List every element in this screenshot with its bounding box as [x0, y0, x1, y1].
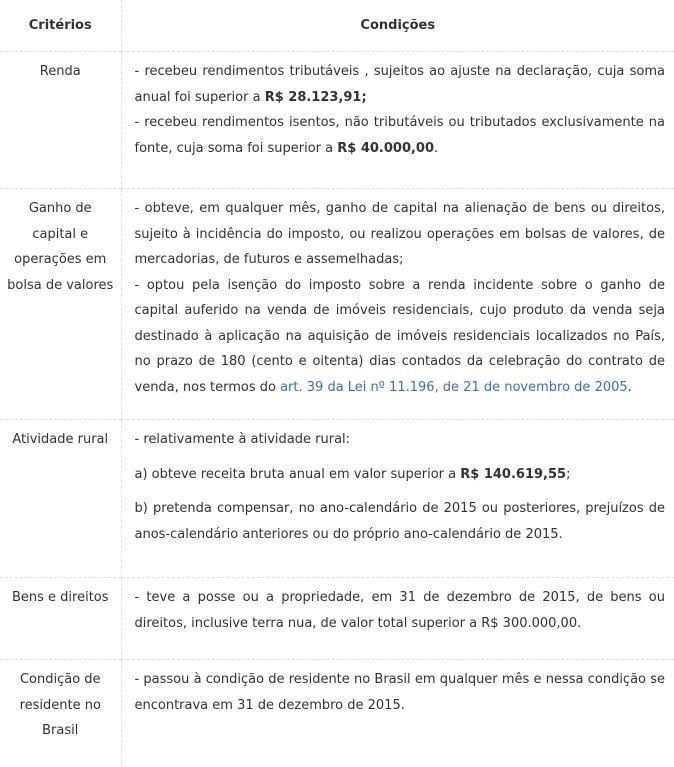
table-row-residente	[0, 660, 674, 767]
header-condicoes: Condições	[121, 0, 674, 52]
table-row-renda	[0, 52, 674, 189]
table-row-ganho-capital	[0, 189, 674, 420]
condition-line: - recebeu rendimentos tributáveis , sujeitos ao ajuste na declaração, cuja soma anual foi superior a R$ 28.123,91;	[135, 59, 666, 110]
condition-line: - obteve, em qualquer mês, ganho de capital na alienação de bens ou direitos, sujeito à incidência do imposto, ou realizou operações em bolsas de valores, de mercadorias, de futuros e assemelhadas;	[135, 196, 666, 273]
criterio-cell: Ganho de capital e operações em bolsa de valores	[0, 189, 121, 420]
condicao-cell	[121, 189, 674, 420]
criterio-cell: Atividade rural	[0, 420, 121, 578]
value-highlight: R$ 140.619,55	[460, 467, 566, 482]
table-row-atividade-rural	[0, 420, 674, 578]
header-criterios: Critérios	[0, 0, 121, 52]
criterio-cell: Bens e direitos	[0, 578, 121, 660]
value-highlight: R$ 28.123,91;	[265, 90, 367, 105]
condition-line: - recebeu rendimentos isentos, não tributáveis ou tributados exclusivamente na fonte, cuja soma foi superior a R$ 40.000,00.	[135, 110, 666, 161]
header-row	[0, 0, 674, 52]
condicao-cell	[121, 660, 674, 767]
condicao-cell	[121, 420, 674, 578]
condition-line: b) pretenda compensar, no ano-calendário de 2015 ou posteriores, prejuízos de anos-calendário anteriores ou do próprio ano-calendário de 2015.	[135, 496, 666, 547]
condition-line: - relativamente à atividade rural:	[135, 427, 666, 453]
condition-line: - optou pela isenção do imposto sobre a renda incidente sobre o ganho de capital auferido na venda de imóveis residenciais, cujo produto da venda seja destinado à aplicação na aquisição de imóveis residenciais localizados no País, no prazo de 180 (cento e oitenta) dias contados da celebração do contrato de venda, nos termos do art. 39 da Lei nº 11.196, de 21 de novembro de 2005.	[135, 273, 666, 401]
condicao-cell	[121, 52, 674, 189]
table-row-bens-direitos	[0, 578, 674, 660]
condition-line: a) obteve receita bruta anual em valor superior a R$ 140.619,55;	[135, 462, 666, 488]
law-link[interactable]: art. 39 da Lei nº 11.196, de 21 de novembro de 2005	[280, 380, 628, 395]
condition-line: - teve a posse ou a propriedade, em 31 de dezembro de 2015, de bens ou direitos, inclusive terra nua, de valor total superior a R$ 300.000,00.	[135, 585, 666, 636]
condition-line: - passou à condição de residente no Brasil em qualquer mês e nessa condição se encontrava em 31 de dezembro de 2015.	[135, 667, 666, 718]
criterio-cell: Condição de residente no Brasil	[0, 660, 121, 767]
value-highlight: R$ 40.000,00	[337, 141, 434, 156]
criterio-cell: Renda	[0, 52, 121, 189]
condicao-cell	[121, 578, 674, 660]
